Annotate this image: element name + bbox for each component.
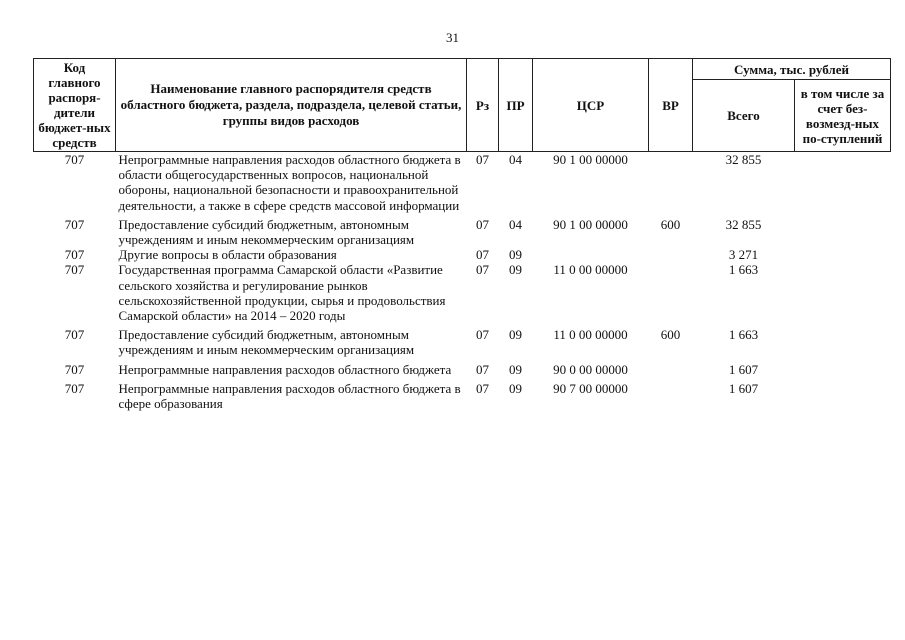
- cell-csr: 11 0 00 00000: [553, 327, 628, 343]
- cell-total: 1 663: [728, 327, 759, 343]
- page-number: 31: [446, 30, 459, 45]
- cell-free-receipts: [795, 262, 891, 323]
- header-pr: ПР: [499, 59, 533, 152]
- cell-rz: 07: [476, 380, 489, 396]
- cell-csr: 11 0 00 00000: [553, 262, 628, 278]
- header-free-receipts: в том числе за счет без-возмезд-ных по-ступлений: [795, 80, 891, 152]
- table-row: [34, 358, 891, 377]
- cell-vr: [649, 262, 693, 323]
- cell-vr: 600: [660, 216, 681, 232]
- header-csr: ЦСР: [533, 59, 649, 152]
- cell-code: 707: [64, 262, 85, 278]
- cell-free-receipts: [795, 323, 891, 357]
- cell-code: 707: [64, 380, 85, 396]
- cell-free-receipts: [795, 213, 891, 247]
- budget-table: [33, 58, 891, 411]
- table-body: [34, 152, 891, 412]
- cell-free-receipts: [795, 152, 891, 213]
- cell-total: 1 663: [728, 262, 759, 278]
- cell-code: 707: [64, 327, 85, 343]
- header-name: Наименование главного распорядителя средств областного бюджета, раздела, подраздела, целевой статьи, группы видов расходов: [116, 59, 467, 152]
- cell-csr: 90 1 00 00000: [553, 152, 628, 167]
- header-total: Всего: [693, 80, 795, 152]
- cell-code: 707: [64, 361, 85, 377]
- cell-csr: 90 1 00 00000: [553, 216, 628, 232]
- cell-name: Непрограммные направления расходов областного бюджета: [118, 361, 452, 377]
- cell-csr: 90 0 00 00000: [553, 361, 628, 377]
- cell-name: Другие вопросы в области образования: [118, 247, 337, 263]
- cell-free-receipts: [795, 358, 891, 377]
- cell-pr: 09: [509, 361, 522, 377]
- table-row: [34, 262, 891, 323]
- cell-csr: 90 7 00 00000: [553, 380, 628, 396]
- cell-vr: 600: [660, 327, 681, 343]
- cell-free-receipts: [795, 247, 891, 262]
- cell-total: 32 855: [725, 152, 762, 167]
- cell-total: 1 607: [728, 361, 759, 377]
- cell-name: Предоставление субсидий бюджетным, автономным учреждениям и иным некоммерческим организациям: [118, 216, 415, 248]
- cell-free-receipts: [795, 377, 891, 411]
- cell-pr: 09: [509, 327, 522, 343]
- cell-code: 707: [64, 247, 85, 263]
- table-row: [34, 247, 891, 262]
- cell-name: Непрограммные направления расходов областного бюджета в области общегосударственных вопросов, национальной обороны, национальной безопасности и правоохранительной деятельности, а также в сфере средств массовой информации: [118, 152, 461, 213]
- cell-pr: 04: [509, 216, 522, 232]
- header-vr: ВР: [649, 59, 693, 152]
- header-code: Код главного распоря-дители бюджет-ных средств: [34, 59, 116, 152]
- cell-rz: 07: [476, 327, 489, 343]
- cell-name: Государственная программа Самарской области «Развитие сельского хозяйства и регулирование рынков сельскохозяйственной продукции, сырья и продовольствия Самарской области» на 2014 – 2020 годы: [118, 262, 446, 324]
- table-row: [34, 152, 891, 213]
- cell-code: 707: [64, 216, 85, 232]
- cell-vr: [649, 377, 693, 411]
- cell-pr: 09: [509, 262, 522, 278]
- cell-csr: [533, 247, 649, 262]
- cell-vr: [649, 358, 693, 377]
- cell-rz: 07: [476, 247, 489, 263]
- table-row: [34, 213, 891, 247]
- cell-vr: [649, 152, 693, 213]
- cell-rz: 07: [476, 216, 489, 232]
- cell-pr: 09: [509, 380, 522, 396]
- cell-pr: 04: [509, 152, 522, 167]
- table-row: [34, 377, 891, 411]
- cell-vr: [649, 247, 693, 262]
- cell-name: Предоставление субсидий бюджетным, автономным учреждениям и иным некоммерческим организациям: [118, 327, 415, 358]
- table-row: [34, 323, 891, 357]
- cell-name: Непрограммные направления расходов областного бюджета в сфере образования: [118, 380, 461, 412]
- cell-code: 707: [64, 152, 85, 167]
- cell-rz: 07: [476, 361, 489, 377]
- table-header: [34, 59, 891, 152]
- cell-rz: 07: [476, 152, 489, 167]
- cell-rz: 07: [476, 262, 489, 278]
- cell-total: 32 855: [725, 216, 762, 232]
- header-rz: Рз: [467, 59, 499, 152]
- cell-total: 3 271: [728, 247, 759, 263]
- cell-pr: 09: [509, 247, 522, 263]
- cell-total: 1 607: [728, 380, 759, 396]
- header-sum-group: Сумма, тыс. рублей: [693, 59, 891, 80]
